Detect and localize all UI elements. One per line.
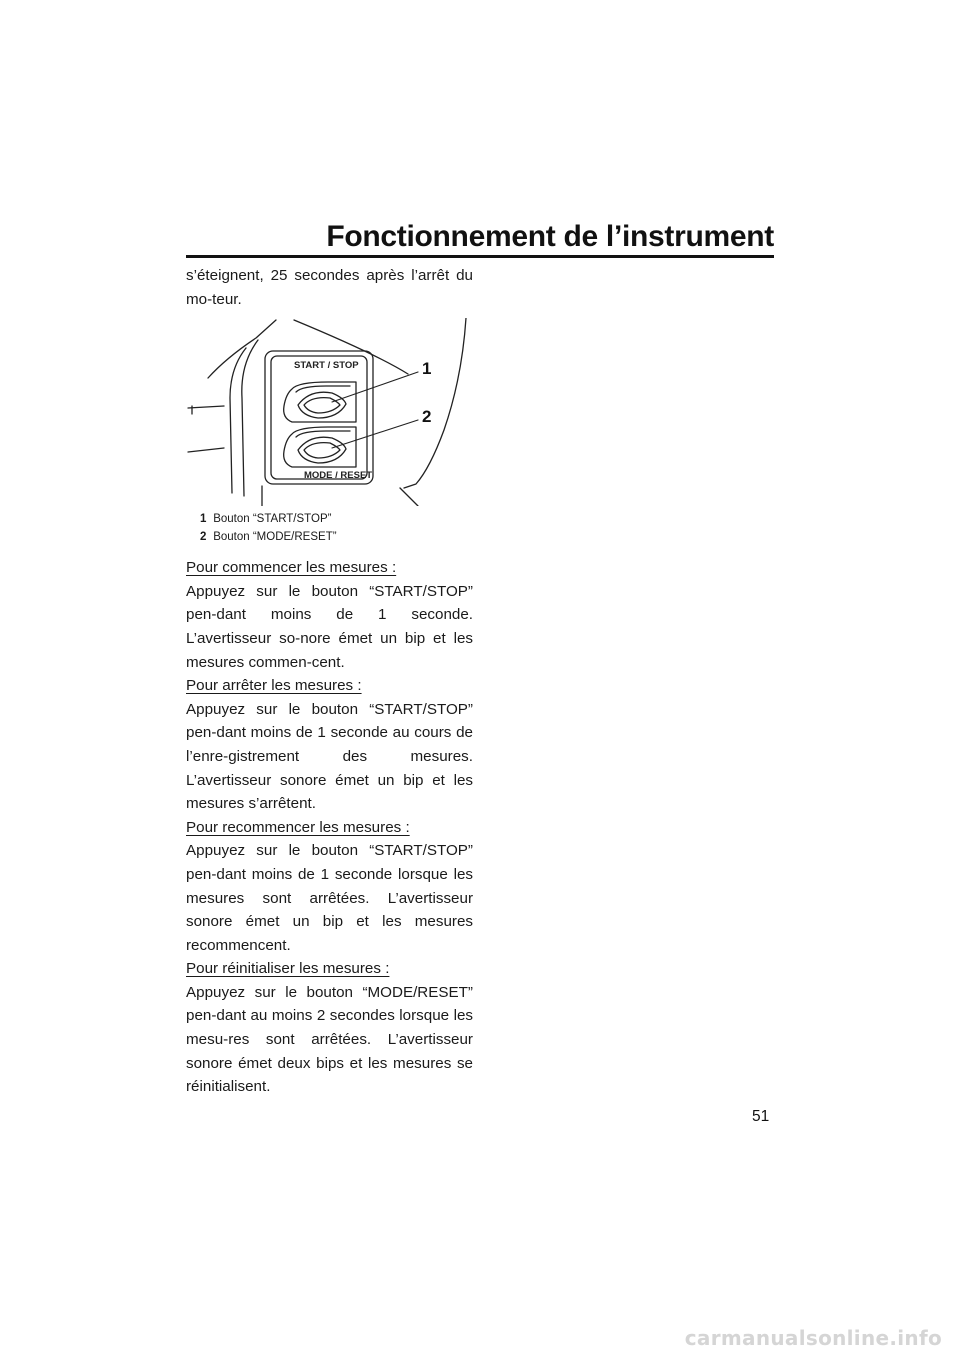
section-body: Appuyez sur le bouton “MODE/RESET” pen-dant au moins 2 secondes lorsque les mesu-res sont arrêtées. L’avertisseur sonore émet deux bips et les mesures se réinitialisent. [186, 983, 473, 1096]
section-body: Appuyez sur le bouton “START/STOP” pen-dant moins de 1 seconde lorsque les mesures sont arrêtées. L’avertisseur sonore émet un bip et les mesures recommencent. [186, 842, 473, 954]
callout-2: 2 [422, 407, 432, 427]
panel-label-start-stop: START / STOP [294, 360, 359, 372]
callout-1: 1 [422, 359, 432, 379]
section-heading: Pour arrêter les mesures : [186, 677, 362, 695]
caption-number: 1 [200, 513, 207, 526]
section-heading: Pour réinitialiser les mesures : [186, 960, 390, 978]
section-body: Appuyez sur le bouton “START/STOP” pen-dant moins de 1 seconde au cours de l’enre-gistrement des mesures. L’avertisseur sonore émet un bip et les mesures s’arrêtent. [186, 700, 473, 813]
figure-captions [186, 510, 473, 546]
main-column [186, 264, 473, 1099]
watermark: carmanualsonline.info [684, 1326, 942, 1350]
caption-item [200, 510, 473, 528]
caption-text: Bouton “START/STOP” [213, 513, 332, 526]
caption-item [200, 528, 473, 546]
section-heading: Pour recommencer les mesures : [186, 818, 410, 836]
button-panel-drawing [186, 318, 473, 506]
page-number: 51 [752, 1108, 770, 1125]
caption-number: 2 [200, 531, 207, 544]
header-rule [186, 255, 774, 258]
section-body: Appuyez sur le bouton “START/STOP” pen-dant moins de 1 seconde. L’avertisseur so-nore émet un bip et les mesures commen-cent. [186, 582, 473, 671]
panel-label-mode-reset: MODE / RESET [304, 470, 373, 482]
section-heading: Pour commencer les mesures : [186, 559, 397, 577]
intro-paragraph: s’éteignent, 25 secondes après l’arrêt du mo-teur. [186, 267, 473, 308]
button-panel-illustration [186, 318, 473, 506]
caption-text: Bouton “MODE/RESET” [213, 531, 337, 544]
page-title: Fonctionnement de l’instrument [326, 220, 774, 253]
